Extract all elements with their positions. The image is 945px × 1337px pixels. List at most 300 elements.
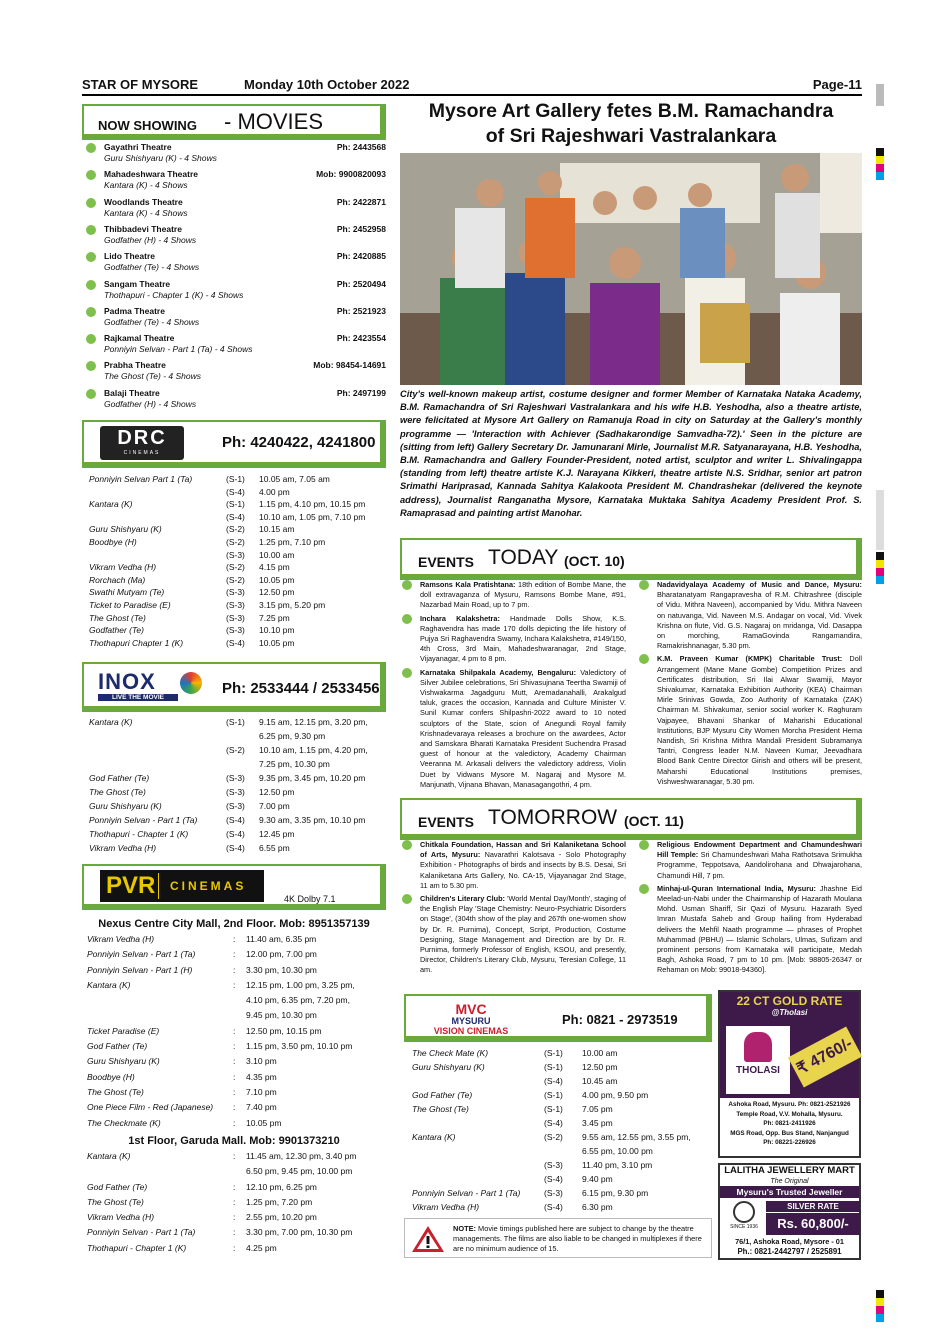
film-title: Boodbye (H): [89, 536, 137, 547]
schedule-row: [87, 1072, 387, 1087]
show-times: 9.35 pm, 3.45 pm, 10.20 pm: [259, 773, 366, 783]
gold-rate-ad: [718, 990, 861, 1158]
theatre-row: [82, 224, 386, 251]
event-item: [657, 654, 862, 787]
event-item: [657, 840, 862, 881]
theatre-name: Lido Theatre: [104, 251, 156, 262]
screen-number: (S-4): [544, 1202, 563, 1212]
story-photo: [400, 153, 862, 385]
screen-number: (S-4): [226, 829, 245, 839]
print-registration-mark: [876, 148, 884, 180]
theatre-phone: Ph: 2452958: [336, 223, 386, 234]
film-title: Vikram Vedha (H): [412, 1202, 480, 1212]
inox-schedule: [89, 717, 389, 857]
event-item: [420, 894, 626, 976]
event-organizer: Chitkala Foundation, Hassan and Sri Kalaniketana School of Arts, Mysuru:: [420, 840, 626, 860]
bullet-icon: [639, 840, 649, 850]
screen-number: (S-3): [226, 625, 245, 636]
story-caption: City's well-known makeup artist, costume designer and former Member of Karnataka Nataka Academy, B.M. Ramachandra of Sri Rajeshwari Vastralankara and his wife H.B. Yeshodha, also a theatre artiste, were felicitated at Mysore Art Gallery on Ramanuja Road in city on Saturday at the Gallery's monthly programme — 'Interaction with Achiever (Sadhakarondige Samvadha-72).' Seen in the picture are (sitting from left) Gallery Secretary Dr. Jamunarani Mirle, Journalist M.R. Satyanarayana, H.B. Yeshodha, B.M. Ramachandra and Gallery Founder-President, noted artist, sculptor and writer L. Shivalingappa (standing from left) theatre artiste K.J. Narayana Kikkeri, theatre artiste N.S. Sridhar, senior art patron Srimathi Hariprasad, Kannada Sahitya Kalakoota President M. Chandrashekar (delivered the keynote address), Journalist Ranganatha Mysore, Karnataka Muktaka Sahitya Academy President Prof. S. Ramaprasad and painting artist Manohar.: [400, 389, 862, 518]
show-times: 7.10 pm: [246, 1086, 277, 1097]
show-times: 1.25 pm, 7.10 pm: [259, 536, 326, 547]
screen-number: (S-1): [544, 1104, 563, 1114]
show-times: 9.40 pm: [582, 1174, 613, 1184]
film-title: Ponniyin Selvan Part 1 (Ta): [89, 474, 193, 484]
schedule-row: [89, 843, 389, 857]
screen-number: (S-2): [226, 562, 245, 573]
print-registration-mark: [876, 1290, 884, 1322]
schedule-row: [87, 1056, 387, 1071]
screen-number: (S-3): [226, 587, 245, 598]
theatre-row: [82, 169, 386, 196]
screen-number: (S-3): [226, 612, 245, 623]
theatre-movie: Guru Shishyaru (K) - 4 Shows: [104, 153, 217, 163]
film-title: Guru Shishyaru (K): [89, 524, 162, 535]
schedule-row: [89, 815, 389, 829]
bullet-icon: [86, 143, 96, 153]
screen-number: :: [233, 979, 236, 990]
inox-header: [82, 662, 386, 712]
show-times: 9.45 pm, 10.30 pm: [246, 1010, 317, 1021]
film-title: Godfather (Te): [89, 625, 144, 636]
paper-name: STAR OF MYSORE: [82, 77, 199, 92]
screen-number: (S-4): [226, 511, 245, 522]
schedule-row: [87, 1087, 387, 1102]
show-times: 1.15 pm, 3.50 pm, 10.10 pm: [246, 1041, 353, 1052]
gold-address-line: Ph: 0821-2411926: [763, 1120, 816, 1127]
screen-number: :: [233, 1117, 236, 1128]
screen-number: :: [233, 1181, 236, 1192]
bullet-icon: [402, 668, 412, 678]
film-title: Thothapuri Chapter 1 (K): [89, 637, 184, 648]
gold-rate-title: 22 CT GOLD RATE @Tholasi: [720, 992, 859, 1022]
schedule-row: [87, 934, 387, 949]
schedule-row: [89, 717, 389, 731]
bullet-icon: [639, 580, 649, 590]
film-title: Guru Shishyaru (K): [412, 1062, 485, 1072]
theatre-movie: Godfather (H) - 4 Shows: [104, 234, 197, 245]
event-organizer: Religious Endowment Department and Chamundeshwari Hill Temple:: [657, 840, 862, 860]
show-times: 10.10 am, 1.15 pm, 4.20 pm,: [259, 745, 368, 755]
screen-number: (S-2): [544, 1132, 563, 1142]
schedule-row: [87, 1102, 387, 1117]
show-times: 7.25 pm, 10.30 pm: [259, 759, 330, 769]
bullet-icon: [86, 225, 96, 235]
show-times: 1.25 pm, 7.20 pm: [246, 1196, 313, 1207]
event-organizer: Children's Literary Club:: [420, 894, 505, 904]
pvr-venue-1: Nexus Centre City Mall, 2nd Floor. Mob: 8951357139: [98, 918, 370, 930]
screen-number: (S-1): [544, 1062, 563, 1072]
film-title: God Father (Te): [89, 773, 150, 783]
show-times: 4.25 pm: [246, 1242, 277, 1253]
theatre-row: [82, 388, 386, 415]
lalitha-jewellery-ad: LALITHA JEWELLERY MART The Original Mysuru's Trusted Jeweller SINCE 1936 SILVER RATE Rs. 60,800/- 76/1, Ashoka Road, Mysore - 01 Ph.: 0821-2442797 / 2525891: [718, 1163, 861, 1260]
screen-number: (S-3): [226, 549, 245, 560]
film-title: The Checkmate (K): [87, 1117, 161, 1128]
screen-number: :: [233, 964, 236, 975]
show-times: 10.05 pm: [259, 637, 295, 648]
screen-number: (S-3): [226, 801, 245, 811]
theatre-phone: Mob: 98454-14691: [313, 360, 386, 371]
screen-number: :: [233, 1041, 236, 1052]
schedule-row: [87, 980, 387, 995]
show-times: 11.40 am, 6.35 pm: [246, 934, 317, 944]
show-times: 12.50 pm, 10.15 pm: [246, 1025, 322, 1036]
gold-price-tag: ₹ 4760/-: [788, 1026, 862, 1087]
theatre-phone: Ph: 2497199: [336, 387, 386, 398]
show-times: 4.15 pm: [259, 562, 290, 573]
event-details: Handmade Dolls Show, K.S. Raghavendra has made 170 dolls depicting the life history of Pujya Sri Raghavendra Swamy, Inchara Kalakshetra, #149/150, 4th Cross, 3rd Main, Mahadeshwaranagar, 2nd Stage, Vijayanagar, 4 pm to 8 pm.: [420, 613, 626, 664]
film-title: Vikram Vedha (H): [89, 843, 157, 853]
show-times: 9.55 am, 12.55 pm, 3.55 pm,: [582, 1132, 691, 1142]
schedule-row: [412, 1048, 712, 1062]
schedule-row: [89, 550, 389, 563]
film-title: God Father (Te): [87, 1181, 148, 1192]
gold-address-line: MGS Road, Opp. Bus Stand, Nanjangud: [730, 1129, 849, 1137]
schedule-row: [89, 600, 389, 613]
gold-address-line: Ph: 08221-226926: [763, 1139, 816, 1146]
theatre-phone: Ph: 2423554: [336, 333, 386, 344]
schedule-row: [89, 829, 389, 843]
theatre-phone: Ph: 2420885: [336, 251, 386, 262]
show-times: 9.30 am, 3.35 pm, 10.10 pm: [259, 815, 366, 825]
theatre-phone: Ph: 2422871: [336, 196, 386, 207]
drc-header: [82, 420, 386, 468]
schedule-row: [89, 625, 389, 638]
schedule-row: [87, 995, 387, 1010]
schedule-row: [412, 1118, 712, 1132]
show-times: 12.15 pm, 1.00 pm, 3.25 pm,: [246, 979, 355, 990]
schedule-row: [89, 474, 389, 487]
show-times: 7.40 pm: [246, 1102, 277, 1113]
screen-number: (S-3): [544, 1188, 563, 1198]
film-title: Vikram Vedha (H): [87, 934, 155, 944]
inox-phone: Ph: 2533444 / 2533456: [222, 680, 380, 697]
schedule-row: [87, 1243, 387, 1258]
schedule-row: [87, 949, 387, 964]
film-title: Vikram Vedha (H): [87, 1212, 155, 1223]
show-times: 11.40 pm, 3.10 pm: [582, 1160, 653, 1170]
schedule-row: [412, 1146, 712, 1160]
show-times: 12.50 pm: [259, 587, 295, 598]
event-details: Sri Chamundeshwari Maha Rathotsava Srimukha Programme, Teppotsava, Aandolirohana and Dhwajarohana, Chamundi Hill, 7 pm.: [657, 850, 862, 880]
schedule-row: [87, 1118, 387, 1133]
film-title: Ponniyin Selvan - Part 1 (Ta): [87, 1227, 196, 1238]
screen-number: (S-2): [226, 574, 245, 585]
screen-number: :: [233, 1196, 236, 1207]
event-details: Navarathri Kalotsava - Solo Photography Exhibition - Photographs of birds and insects by B.S. Desai, Sri Kalaniketana Arts Gallery, No. CA-15, Vijayanagar 2nd Stage, 11 am to 5.30 pm.: [420, 850, 626, 890]
film-title: Ponniyin Selvan - Part 1 (Ta): [89, 815, 198, 825]
bullet-icon: [86, 198, 96, 208]
show-times: 12.00 pm, 7.00 pm: [246, 949, 317, 960]
theatre-movie: Kantara (K) - 4 Shows: [104, 180, 188, 191]
theatre-name: Prabha Theatre: [104, 360, 166, 371]
silver-price: Rs. 60,800/-: [766, 1213, 860, 1235]
screen-number: :: [233, 1151, 236, 1161]
screen-number: (S-2): [226, 745, 245, 755]
schedule-row: [89, 787, 389, 801]
show-times: 10.45 am: [582, 1076, 618, 1086]
screen-number: (S-4): [226, 486, 245, 497]
events-tomorrow-col2: [657, 840, 862, 979]
show-times: 7.25 pm: [259, 612, 290, 623]
screen-number: :: [233, 1242, 236, 1253]
bullet-icon: [402, 840, 412, 850]
film-title: Kantara (K): [87, 1151, 131, 1161]
theatre-movie: Thothapuri - Chapter 1 (K) - 4 Shows: [104, 289, 244, 300]
schedule-row: [87, 1197, 387, 1212]
bullet-icon: [86, 280, 96, 290]
masthead: [82, 76, 862, 96]
film-title: Ponniyin Selvan - Part 1 (Ta): [87, 949, 196, 960]
screen-number: :: [233, 1071, 236, 1082]
schedule-row: [89, 562, 389, 575]
theatre-movie: Ponniyin Selvan - Part 1 (Ta) - 4 Shows: [104, 344, 253, 355]
show-times: 6.55 pm, 10.00 pm: [582, 1146, 653, 1156]
theatre-movie: The Ghost (Te) - 4 Shows: [104, 371, 202, 382]
screen-number: (S-2): [226, 524, 245, 535]
film-title: Guru Shishyaru (K): [89, 801, 162, 811]
event-item: [420, 580, 626, 611]
mysuru-vision-schedule: [412, 1048, 712, 1216]
show-times: 9.15 am, 12.15 pm, 3.20 pm,: [259, 717, 368, 727]
event-item: [657, 580, 862, 651]
schedule-row: [412, 1132, 712, 1146]
film-title: Ponniyin Selvan - Part 1 (Ta): [412, 1188, 521, 1198]
tholasi-logo: THOLASI: [726, 1026, 790, 1094]
event-organizer: K.M. Praveen Kumar (KMPK) Charitable Trust:: [657, 654, 843, 664]
screen-number: (S-1): [226, 474, 245, 484]
event-details: 'World Mental Day/Month', staging of the English Play 'Stage Chemistry: Neuro-Psychiatric Disorders on Stage', (304th show of the play and 267th one-women show by Dr. R. Purnima), Concept, Script, Production, Costume Designing, Stage Management and Direction are by Dr. R. Purnima, formerly Professor of English, KSOU, and presently, Director, Children's Literary Club, Mysuru, Teresian College, 11 am.: [420, 894, 626, 975]
film-title: Ticket to Paradise (E): [89, 599, 171, 610]
film-title: Thothapuri - Chapter 1 (K): [89, 829, 189, 839]
event-item: [657, 884, 862, 976]
screen-number: (S-4): [226, 637, 245, 648]
film-title: God Father (Te): [412, 1090, 473, 1100]
gold-addresses: [720, 1100, 859, 1148]
schedule-row: [87, 1151, 387, 1166]
schedule-row: [89, 801, 389, 815]
screen-number: :: [233, 1212, 236, 1223]
screen-number: :: [233, 1056, 236, 1067]
film-title: Kantara (K): [87, 979, 131, 990]
warning-icon: [411, 1225, 445, 1253]
theatre-row: [82, 197, 386, 224]
schedule-row: [89, 512, 389, 525]
theatre-movie: Godfather (Te) - 4 Shows: [104, 262, 200, 273]
theatre-row: [82, 251, 386, 278]
film-title: The Ghost (Te): [412, 1104, 469, 1114]
inox-logo: INOX LIVE THE MOVIE: [98, 670, 204, 704]
schedule-row: [87, 1212, 387, 1227]
theatre-phone: Ph: 2521923: [336, 305, 386, 316]
show-times: 10.10 am, 1.05 pm, 7.10 pm: [259, 511, 366, 522]
theatre-phone: Mob: 9900820093: [316, 169, 386, 180]
print-registration-mark: [876, 552, 884, 584]
screen-number: (S-3): [226, 787, 245, 797]
pvr-header: [82, 864, 386, 910]
theatre-name: Woodlands Theatre: [104, 196, 183, 207]
bullet-icon: [639, 884, 649, 894]
schedule-row: [89, 759, 389, 773]
film-title: Vikram Vedha (H): [89, 562, 157, 573]
show-times: 7.00 pm: [259, 801, 290, 811]
film-title: Kantara (K): [412, 1132, 456, 1142]
theatre-name: Gayathri Theatre: [104, 142, 172, 152]
schedule-row: [87, 1041, 387, 1056]
theatre-movie: Godfather (Te) - 4 Shows: [104, 316, 200, 327]
schedule-row: [89, 613, 389, 626]
screen-number: (S-1): [226, 499, 245, 510]
mysuru-vision-header: [404, 994, 712, 1042]
screen-number: :: [233, 1227, 236, 1238]
bullet-icon: [402, 580, 412, 590]
show-times: 10.00 am: [582, 1048, 618, 1058]
show-times: 10.05 pm: [246, 1117, 282, 1128]
theatre-phone: Ph: 2443568: [336, 142, 386, 152]
bullet-icon: [86, 334, 96, 344]
show-times: 3.30 pm, 7.00 pm, 10.30 pm: [246, 1227, 353, 1238]
events-tomorrow-header: EVENTS TOMORROW (OCT. 11): [400, 798, 862, 840]
gold-address-line: Temple Road, V.V. Mohalla, Mysuru.: [736, 1110, 843, 1118]
show-times: 4.00 pm, 9.50 pm: [582, 1090, 649, 1100]
group-photo-image: [400, 153, 862, 385]
show-times: 12.50 pm: [582, 1062, 618, 1072]
mysuru-vision-phone: Ph: 0821 - 2973519: [562, 1012, 678, 1027]
schedule-row: [89, 499, 389, 512]
issue-date: Monday 10th October 2022: [244, 77, 410, 92]
event-organizer: Ramsons Kala Pratishtana:: [420, 580, 516, 589]
screen-number: :: [233, 934, 236, 944]
lalitha-emblem: SINCE 1936: [724, 1201, 764, 1235]
screen-number: (S-3): [226, 599, 245, 610]
film-title: Guru Shishyaru (K): [87, 1056, 160, 1067]
show-times: 4.10 pm, 6.35 pm, 7.20 pm,: [246, 995, 350, 1006]
story-headline: Mysore Art Gallery fetes B.M. Ramachandra of Sri Rajeshwari Vastralankara: [428, 100, 834, 147]
page-number: Page-11: [812, 77, 862, 92]
schedule-row: [412, 1076, 712, 1090]
events-tomorrow-col1: [420, 840, 626, 979]
film-title: The Ghost (Te): [89, 787, 146, 797]
schedule-row: [412, 1188, 712, 1202]
screen-number: (S-4): [544, 1118, 563, 1128]
theatre-name: Sangam Theatre: [104, 278, 171, 289]
show-times: 4.35 pm: [246, 1071, 277, 1082]
theatre-row: [82, 306, 386, 333]
film-title: Ponniyin Selvan - Part 1 (H): [87, 964, 193, 975]
show-times: 11.45 am, 12.30 pm, 3.40 pm: [246, 1151, 357, 1161]
film-title: Rorchach (Ma): [89, 574, 146, 585]
show-times: 6.55 pm: [259, 843, 290, 853]
show-times: 6.25 pm, 9.30 pm: [259, 731, 326, 741]
show-times: 3.15 pm, 5.20 pm: [259, 599, 326, 610]
schedule-row: [87, 965, 387, 980]
film-title: The Ghost (Te): [89, 612, 146, 623]
event-organizer: Nadavidyalaya Academy of Music and Dance, Mysuru:: [657, 580, 862, 589]
film-title: Kantara (K): [89, 499, 133, 510]
show-times: 12.45 pm: [259, 829, 295, 839]
events-today-col1: [420, 580, 626, 793]
mysuru-vision-logo: MVC MYSURU VISION CINEMAS: [433, 1001, 509, 1036]
film-title: The Ghost (Te): [87, 1196, 144, 1207]
film-title: Kantara (K): [89, 717, 133, 727]
film-title: God Father (Te): [87, 1041, 148, 1052]
film-title: One Piece Film - Red (Japanese): [87, 1102, 214, 1113]
drc-phone: Ph: 4240422, 4241800: [222, 434, 376, 451]
event-item: [420, 668, 626, 790]
events-today-header: EVENTS TODAY (OCT. 10): [400, 538, 862, 580]
screen-number: (S-4): [544, 1076, 563, 1086]
screen-number: (S-4): [544, 1174, 563, 1184]
schedule-row: [412, 1160, 712, 1174]
schedule-row: [87, 1227, 387, 1242]
theatre-movie: Godfather (H) - 4 Shows: [104, 398, 197, 409]
theatre-name: Thibbadevi Theatre: [104, 223, 182, 234]
pvr-logo: PVR CINEMAS: [100, 870, 264, 902]
schedule-row: [412, 1174, 712, 1188]
event-organizer: Minhaj-ul-Quran International India, Mysuru:: [657, 883, 816, 893]
event-details: Doll Arrangement (Mane Mane Gombe) Competition Prizes and Certificates distribution, Sri Ilai Alwar Swamiji, Mayor Shivakumar, Karnataka Exhibition Authority (KEA) Chairman Mirle Srinivas Gowda, Zoo Authority of Karnataka (ZAK) Chairman M. Shivakumar, senior social worker K. Raghuram Vajpayee, Bhavani Shankar of Maharishi Educational Institutions, BJP Mysuru City Women Morcha President Hema Nandish, Sri Krishna Mithra Mandali President Subramanya Tantri, Congress leader N.M. Naveen Kumar, Jeevadhara Blood Bank Centre Director Girish and others will be present, Maharshi Educational Institutions premises, Vishweshwaranagar, 5.30 pm.: [657, 654, 862, 786]
film-title: Boodbye (H): [87, 1071, 135, 1082]
event-organizer: Inchara Kalakshetra:: [420, 613, 500, 623]
film-title: Swathi Mutyam (Te): [89, 587, 165, 598]
schedule-row: [89, 537, 389, 550]
bullet-icon: [402, 894, 412, 904]
show-times: 3.10 pm: [246, 1056, 277, 1067]
show-times: 1.15 pm, 4.10 pm, 10.15 pm: [259, 499, 366, 510]
event-item: [420, 614, 626, 665]
schedule-row: [89, 773, 389, 787]
show-times: 4.00 pm: [259, 486, 290, 497]
event-organizer: Karnataka Shilpakala Academy, Bengaluru:: [420, 667, 577, 677]
schedule-row: [412, 1090, 712, 1104]
event-details: Jhashne Eid Meelad-un-Nabi under the Chairmanship of Hazarath Moulana Mohd. Usman Shariff, Sir Qazi of Mysuru. Hazarath Syed Imran Mustafa Saheb and Group hailing from Hyderabad delivers the Mehfil Naath programme — phrases of Prophet Muhammad (PBHU) — Islamic Scholars, Ulmas, Sufizam and prominent persons from Karnataka will participate, Medah Bagh, Ashoka Road, 7 pm to 10 pm. [Mob: 98805-26347 or Rehaman on Mob: 99018-94360].: [657, 883, 862, 975]
screen-number: :: [233, 1086, 236, 1097]
theatre-name: Rajkamal Theatre: [104, 333, 175, 344]
schedule-row: [412, 1062, 712, 1076]
schedule-row: [87, 1182, 387, 1197]
screen-number: (S-4): [226, 815, 245, 825]
screen-number: (S-3): [226, 773, 245, 783]
screen-number: :: [233, 1102, 236, 1113]
theatre-name: Mahadeshwara Theatre: [104, 169, 199, 180]
event-details: 18th edition of Bombe Mane, the doll extravaganza of Mysuru, Ramsons Bombe Mane, #91, Nazarbad Main Road, up to 7 pm.: [420, 580, 626, 610]
gold-address-line: Ashoka Road, Mysuru. Ph: 0821-2521926: [728, 1101, 851, 1108]
pvr-schedule-2: [87, 1151, 387, 1258]
event-item: [420, 840, 626, 891]
film-title: Thothapuri - Chapter 1 (K): [87, 1242, 187, 1253]
schedule-row: [87, 1026, 387, 1041]
now-showing-header: NOW SHOWING - MOVIES: [82, 104, 386, 140]
events-today-col2: [657, 580, 862, 790]
schedule-row: [412, 1104, 712, 1118]
show-times: 10.05 pm: [259, 574, 295, 585]
theatre-name: Balaji Theatre: [104, 387, 160, 398]
screen-number: (S-1): [226, 717, 245, 727]
event-details: Valedictory of Silver Jubilee celebrations, Sri Shivasujnana Teertha Swamiji of Vishwakarma Jagadguru Mutt, Aremadanahalli, Arakalgud taluk, graces the occasion, Kannada and Culture Minister V. Sunil Kumar confers Shilpashri-2022 award to 10 noted sculptors of the State, scion of Anegundi Royal family Krishnadevaraya releases a brochure on the awardees, Actor and Samskara Bharati Karnataka President Suchendra Prasad guest of honour at the valedictory, Academy Chairman Veeranna M. Arkasali delivers the valedictory address, Violin Duet by Vidwans Mysore M. Nagaraj and Mysore M. Manjunath, Vijnana Bhavan, Manasagangothri, 4 pm.: [420, 667, 627, 789]
screen-number: :: [233, 949, 236, 960]
show-times: 6.30 pm: [582, 1202, 613, 1212]
show-times: 2.55 pm, 10.20 pm: [246, 1212, 317, 1223]
bullet-icon: [86, 307, 96, 317]
theatre-phone: Ph: 2520494: [336, 278, 386, 289]
screen-number: (S-3): [544, 1160, 563, 1170]
pvr-schedule-1: [87, 934, 387, 1133]
schedule-row: [87, 1166, 387, 1181]
bullet-icon: [402, 614, 412, 624]
bullet-icon: [86, 389, 96, 399]
show-times: 6.15 pm, 9.30 pm: [582, 1188, 649, 1198]
show-times: 12.50 pm: [259, 787, 295, 797]
